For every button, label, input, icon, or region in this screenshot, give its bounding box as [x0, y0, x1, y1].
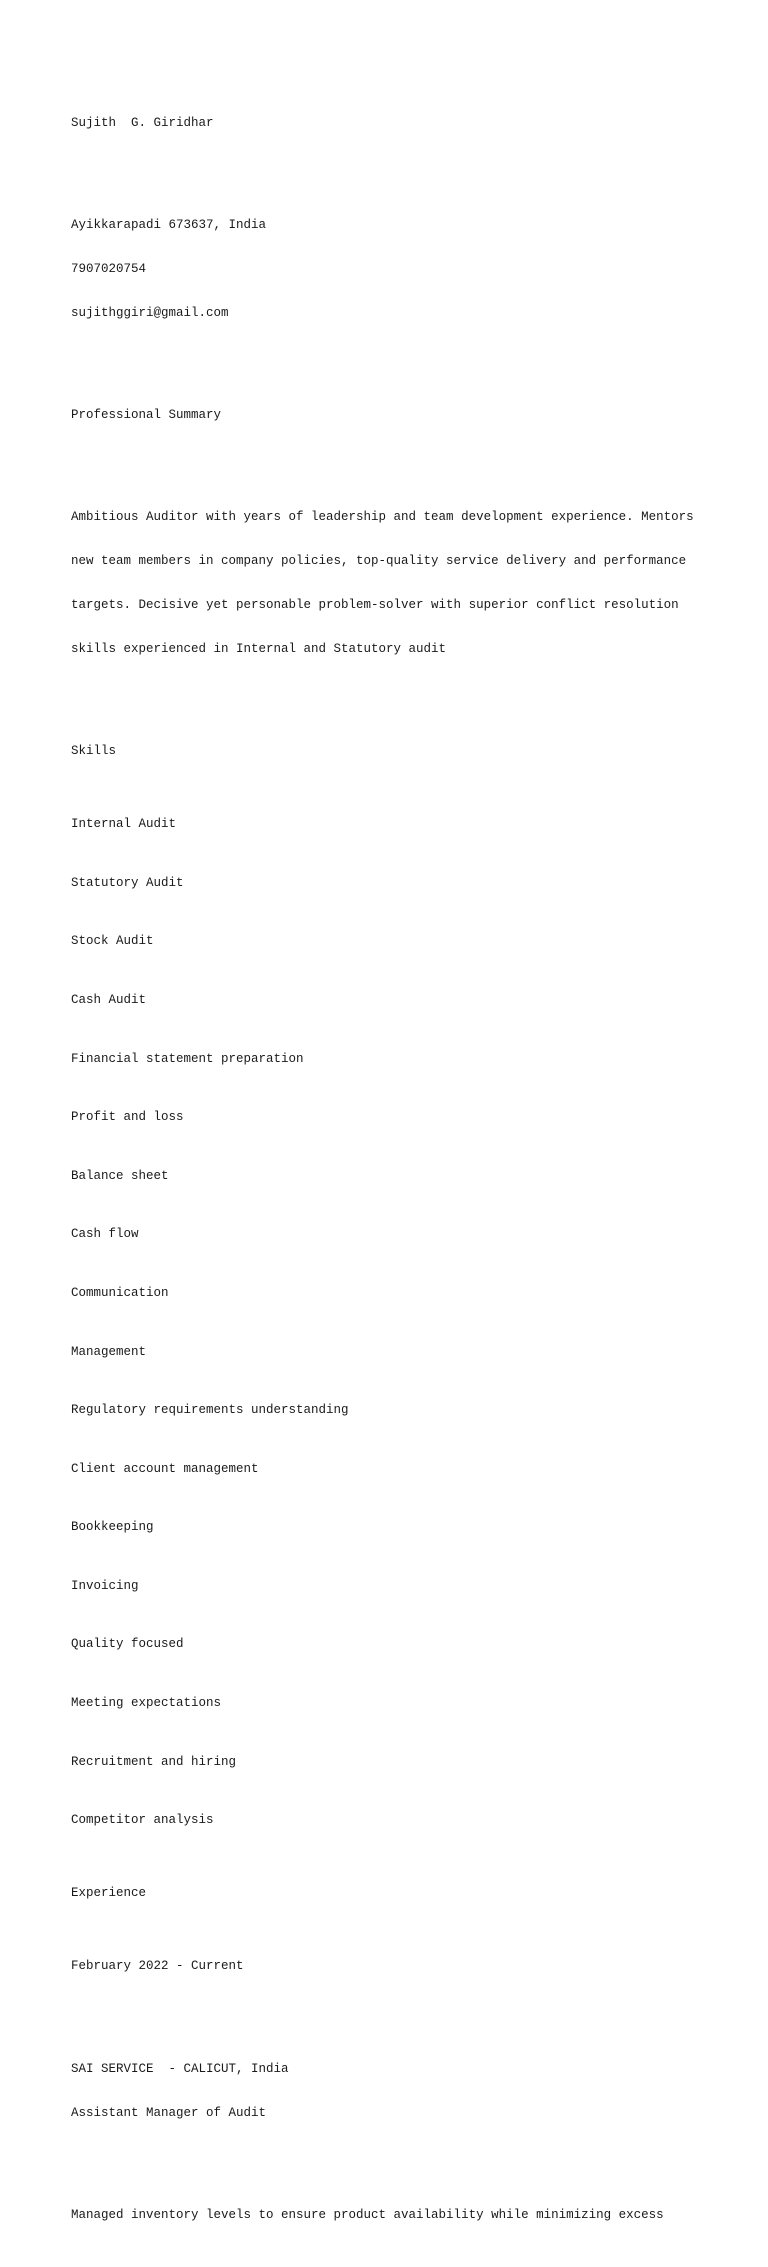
skills-heading: Skills — [71, 744, 117, 759]
summary-paragraph — [71, 481, 711, 685]
skill-item: Internal Audit — [71, 817, 177, 832]
skill-item: Financial statement preparation — [71, 1051, 304, 1066]
skill-item: Profit and loss — [71, 1110, 184, 1125]
summary-line: skills experienced in Internal and Statutory audit — [71, 641, 447, 656]
contact-address: Ayikkarapadi 673637, India — [71, 218, 267, 233]
skill-item: Meeting expectations — [71, 1695, 222, 1710]
skill-item: Communication — [71, 1285, 169, 1300]
candidate-name: Sujith G. Giridhar — [71, 115, 214, 130]
job-employer: SAI SERVICE - CALICUT, India — [71, 2061, 289, 2076]
contact-phone: 7907020754 — [71, 261, 147, 276]
job-header — [71, 2033, 711, 2150]
job-dates: February 2022 - Current — [71, 1959, 244, 1974]
skill-item: Cash Audit — [71, 993, 147, 1008]
skill-item: Stock Audit — [71, 934, 154, 949]
skill-item: Statutory Audit — [71, 875, 184, 890]
summary-line: new team members in company policies, top-quality service delivery and performance — [71, 554, 687, 569]
skill-item: Balance sheet — [71, 1168, 169, 1183]
skill-item: Bookkeeping — [71, 1520, 154, 1535]
contact-block — [71, 189, 711, 350]
job-title: Assistant Manager of Audit — [71, 2105, 267, 2120]
skill-item: Competitor analysis — [71, 1813, 214, 1828]
skill-item: Regulatory requirements understanding — [71, 1403, 349, 1418]
experience-heading: Experience — [71, 1886, 147, 1901]
summary-line: Ambitious Auditor with years of leadership and team development experience. Mentors — [71, 510, 694, 525]
skill-item: Client account management — [71, 1461, 259, 1476]
summary-line: targets. Decisive yet personable problem-solver with superior conflict resolution — [71, 597, 679, 612]
skill-item: Cash flow — [71, 1227, 139, 1242]
skill-item: Recruitment and hiring — [71, 1754, 237, 1769]
skill-item: Management — [71, 1344, 147, 1359]
job-description: Managed inventory levels to ensure product availability while minimizing excess — [71, 2207, 664, 2222]
resume-document — [71, 72, 711, 2267]
contact-email: sujithggiri@gmail.com — [71, 305, 229, 320]
summary-heading: Professional Summary — [71, 408, 222, 423]
skill-item: Quality focused — [71, 1637, 184, 1652]
skill-item: Invoicing — [71, 1578, 139, 1593]
